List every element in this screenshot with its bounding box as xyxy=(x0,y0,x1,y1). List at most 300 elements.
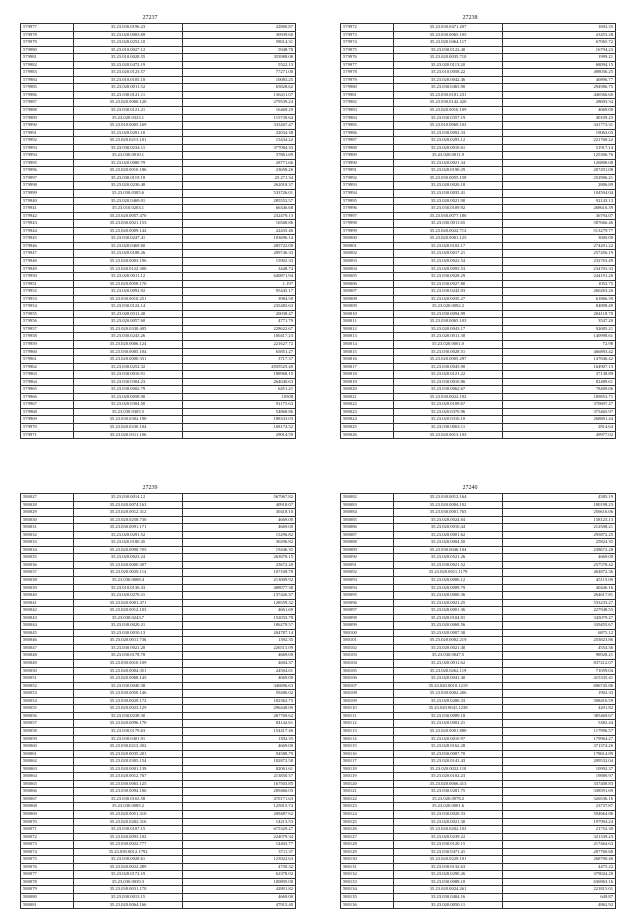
cadastral-number-cell: 35.23.020.0011.1179 xyxy=(394,569,503,577)
row-id-cell: 580044 xyxy=(21,622,74,630)
value-cell: 188968.15 xyxy=(183,371,296,379)
row-id-cell: 580062 xyxy=(21,758,74,766)
row-id-cell: 580117 xyxy=(341,758,394,766)
row-id-cell: 579975 xyxy=(341,46,394,54)
row-id-cell: 579994 xyxy=(21,152,74,160)
row-id-cell: 580110 xyxy=(341,705,394,713)
value-cell: 636963.16 xyxy=(503,878,616,886)
value-cell: 16568.86 xyxy=(183,220,296,228)
row-id-cell: 580056 xyxy=(21,712,74,720)
table-row xyxy=(21,167,296,175)
value-cell: 4669.00 xyxy=(183,524,296,532)
row-id-cell: 579949 xyxy=(21,265,74,273)
cadastral-number-cell: 35.23.030.0122.40 xyxy=(394,46,503,54)
row-id-cell: 580034 xyxy=(21,546,74,554)
row-id-cell: 580060 xyxy=(21,743,74,751)
value-cell: 125815.74 xyxy=(183,803,296,811)
table-row xyxy=(341,114,616,122)
cadastral-number-cell: 35.23.030.0179.63 xyxy=(74,727,183,735)
value-cell: 379024.20 xyxy=(503,871,616,879)
value-cell: 213009.92 xyxy=(183,577,296,585)
row-id-cell: 580068 xyxy=(21,803,74,811)
value-cell: 3000.00 xyxy=(503,235,616,243)
table-row xyxy=(21,818,296,826)
table-row xyxy=(21,614,296,622)
value-cell: 341773.31 xyxy=(503,122,616,130)
panel-27239 xyxy=(20,484,293,909)
table-row xyxy=(341,712,616,720)
value-cell: 371374.26 xyxy=(503,743,616,751)
row-id-cell: 579953 xyxy=(21,295,74,303)
value-cell: 189853.71 xyxy=(503,393,616,401)
table-row xyxy=(341,788,616,796)
row-id-cell: 580026 xyxy=(341,431,394,439)
table-row xyxy=(341,190,616,198)
table-row xyxy=(341,727,616,735)
value-cell: 20038.47 xyxy=(183,310,296,318)
table-row xyxy=(341,39,616,47)
row-id-cell: 580023 xyxy=(341,408,394,416)
row-id-cell: 580032 xyxy=(21,531,74,539)
cadastral-number-cell: 35.23.020.0092.2 xyxy=(394,303,503,311)
row-id-cell: 580042 xyxy=(21,607,74,615)
table-row xyxy=(341,584,616,592)
value-cell: 4669.00 xyxy=(503,107,616,115)
cadastral-number-cell: 35.23.020.0023.24 xyxy=(74,554,183,562)
cadastral-number-cell: 35.23.020.0096.170 xyxy=(74,720,183,728)
table-row xyxy=(341,539,616,547)
table-row xyxy=(21,561,296,569)
value-cell: 128559.32 xyxy=(183,599,296,607)
cadastral-number-cell: 35.23.020.0043.17 xyxy=(394,325,503,333)
table-row xyxy=(21,54,296,62)
value-cell: 257456.19 xyxy=(503,250,616,258)
value-cell: 3448.74 xyxy=(183,265,296,273)
row-id-cell: 579941 xyxy=(21,205,74,213)
table-row xyxy=(21,856,296,864)
table-row xyxy=(21,750,296,758)
value-cell: 40896.77 xyxy=(503,76,616,84)
cadastral-number-cell: 35.23.020.0058.170 xyxy=(74,280,183,288)
cadastral-number-cell: 35.23.030.0107.15 xyxy=(74,826,183,834)
row-id-cell: 579967 xyxy=(21,401,74,409)
value-cell: 294986.75 xyxy=(503,84,616,92)
cadastral-number-cell: 35.23.020.0035.710 xyxy=(394,54,503,62)
cadastral-number-cell: 35.23.020.0258.730 xyxy=(74,516,183,524)
value-cell: 182362.73 xyxy=(183,697,296,705)
value-cell: 45115.00 xyxy=(503,577,616,585)
value-cell: 77271.00 xyxy=(183,69,296,77)
cadastral-number-cell: 35.23.020.0290.26 xyxy=(394,871,503,879)
row-id-cell: 579950 xyxy=(21,273,74,281)
cadastral-number-cell: 35.23.020.0011.9 xyxy=(394,152,503,160)
row-id-cell: 579943 xyxy=(21,220,74,228)
cadastral-number-cell: 35.23.030.0121.11 xyxy=(74,91,183,99)
value-cell: 23453.28 xyxy=(503,31,616,39)
cadastral-number-cell: 35.23.020.0002.21 xyxy=(394,720,503,728)
table-row xyxy=(21,137,296,145)
row-id-cell: 580045 xyxy=(21,629,74,637)
row-id-cell: 580009 xyxy=(341,303,394,311)
value-cell: 49977.02 xyxy=(503,431,616,439)
row-id-cell: 579946 xyxy=(21,242,74,250)
table-row xyxy=(341,280,616,288)
row-id-cell: 580078 xyxy=(21,878,74,886)
row-id-cell: 580011 xyxy=(341,318,394,326)
table-row xyxy=(21,197,296,205)
value-cell: 188333.03 xyxy=(183,416,296,424)
cadastral-number-cell: 35.23.010.0005.169 xyxy=(74,122,183,130)
cadastral-number-cell: 35.23.030.0011.65 xyxy=(394,220,503,228)
row-id-cell: 580108 xyxy=(341,690,394,698)
table-row xyxy=(341,637,616,645)
row-id-cell: 579992 xyxy=(341,174,394,182)
row-id-cell: 580025 xyxy=(341,423,394,431)
cadastral-number-cell: 35.23.030.0065.105 xyxy=(394,31,503,39)
cadastral-number-cell: 35.23.030.0045.90 xyxy=(394,363,503,371)
table-row xyxy=(21,205,296,213)
panel-27238 xyxy=(340,14,613,439)
row-id-cell: 579977 xyxy=(21,24,74,32)
row-id-cell: 579944 xyxy=(21,227,74,235)
row-id-cell: 579978 xyxy=(21,31,74,39)
row-id-cell: 580019 xyxy=(341,378,394,386)
table-row xyxy=(21,773,296,781)
value-cell: 47915.40 xyxy=(183,901,296,909)
row-id-cell: 580084 xyxy=(341,509,394,517)
cadastral-number-cell: 35.23.030.0252.32 xyxy=(74,363,183,371)
value-cell: 125306.76 xyxy=(503,152,616,160)
table-row xyxy=(21,182,296,190)
row-id-cell: 580055 xyxy=(21,705,74,713)
table-row xyxy=(21,61,296,69)
value-cell: 5522.13 xyxy=(183,61,296,69)
table-row xyxy=(21,212,296,220)
value-cell: 446566.60 xyxy=(503,91,616,99)
cadastral-number-cell: 35.23.010.0136.33 xyxy=(74,584,183,592)
table-row xyxy=(21,765,296,773)
row-id-cell: 580054 xyxy=(21,697,74,705)
row-id-cell: 579968 xyxy=(21,408,74,416)
value-cell: 4604.37 xyxy=(183,660,296,668)
cadastral-number-cell: 35.23.030.0357.19 xyxy=(394,114,503,122)
cadastral-number-cell: 35.23.020.0002.219 xyxy=(394,637,503,645)
value-cell: 23737.87 xyxy=(503,803,616,811)
table-row xyxy=(341,144,616,152)
cadastral-number-cell: 35.23.010.0069.103 xyxy=(394,122,503,130)
row-id-cell: 580006 xyxy=(341,280,394,288)
row-id-cell: 580102 xyxy=(341,644,394,652)
table-row xyxy=(21,99,296,107)
table-row xyxy=(21,107,296,115)
table-row xyxy=(341,54,616,62)
value-cell: 649.87 xyxy=(503,893,616,901)
panel-title: 27238 xyxy=(462,15,478,21)
row-id-cell: 580121 xyxy=(341,788,394,796)
table-row xyxy=(21,393,296,401)
row-id-cell: 579979 xyxy=(341,76,394,84)
table-row xyxy=(21,871,296,879)
table-row xyxy=(21,235,296,243)
value-cell: 285552.57 xyxy=(183,197,296,205)
row-id-cell: 580098 xyxy=(341,614,394,622)
cadastral-number-cell: 35.23.030.0243.7 xyxy=(74,614,183,622)
table-row xyxy=(21,607,296,615)
table-row xyxy=(21,76,296,84)
cadastral-number-cell: 35.23.020.0011.52 xyxy=(74,84,183,92)
table-row xyxy=(21,675,296,683)
table-row xyxy=(341,401,616,409)
row-id-cell: 580030 xyxy=(21,516,74,524)
row-id-cell: 580082 xyxy=(341,494,394,502)
table-row xyxy=(21,401,296,409)
table-row xyxy=(341,561,616,569)
table-row xyxy=(21,91,296,99)
cadastral-number-cell: 35.23.020.0469.01 xyxy=(74,197,183,205)
cadastral-number-cell: 35.23.030.0063.11 xyxy=(394,423,503,431)
row-id-cell: 579974 xyxy=(341,39,394,47)
table-row xyxy=(341,501,616,509)
cadastral-number-cell: 35.23.030.0002.79 xyxy=(74,386,183,394)
table-row xyxy=(341,31,616,39)
cadastral-number-cell: 35.23.020.0102.23 xyxy=(394,773,503,781)
row-id-cell: 580052 xyxy=(21,682,74,690)
row-id-cell: 580047 xyxy=(21,644,74,652)
value-cell: 260263.26 xyxy=(503,288,616,296)
row-id-cell: 579993 xyxy=(341,182,394,190)
row-id-cell: 580134 xyxy=(341,886,394,894)
table-row xyxy=(21,803,296,811)
table-row xyxy=(341,76,616,84)
value-cell: 37861.69 xyxy=(183,152,296,160)
value-cell: 28693.34 xyxy=(503,99,616,107)
value-cell: 264040.63 xyxy=(183,378,296,386)
cadastral-number-cell: 35.23.030.0001.765 xyxy=(394,509,503,517)
panel-title: 27240 xyxy=(462,485,478,491)
value-cell: 1.197 xyxy=(183,280,296,288)
table-row xyxy=(21,348,296,356)
row-id-cell: 580119 xyxy=(341,773,394,781)
value-cell: 221768.22 xyxy=(503,137,616,145)
row-id-cell: 580126 xyxy=(341,826,394,834)
value-cell: 117996.57 xyxy=(503,727,616,735)
table-row xyxy=(21,780,296,788)
value-cell: 98928.21 xyxy=(503,652,616,660)
table-row xyxy=(21,31,296,39)
row-id-cell: 580036 xyxy=(21,561,74,569)
value-cell: 338591.69 xyxy=(503,788,616,796)
value-cell: 158123.13 xyxy=(503,516,616,524)
cadastral-number-cell: 35.23.030.0120.15 xyxy=(394,841,503,849)
row-id-cell: 580061 xyxy=(21,750,74,758)
table-row xyxy=(21,622,296,630)
cadastral-number-cell: 35.23.020.0202.103 xyxy=(394,826,503,834)
cadastral-number-cell: 35.23.030.0404.16 xyxy=(394,893,503,901)
row-id-cell: 580065 xyxy=(21,780,74,788)
cadastral-number-cell: 35.23.020.0270.31 xyxy=(74,592,183,600)
value-cell: 178614.89 xyxy=(503,750,616,758)
value-cell: 228622.67 xyxy=(183,325,296,333)
table-row xyxy=(21,386,296,394)
table-row xyxy=(341,220,616,228)
row-id-cell: 580105 xyxy=(341,667,394,675)
table-row xyxy=(341,720,616,728)
cadastral-number-cell: 35.23.020.0021.90 xyxy=(394,197,503,205)
value-cell: 104594.04 xyxy=(503,190,616,198)
cadastral-number-cell: 35.23.030.0008.4 xyxy=(74,577,183,585)
value-cell: 513279.77 xyxy=(503,227,616,235)
row-id-cell: 579962 xyxy=(21,363,74,371)
table-row xyxy=(341,750,616,758)
cadastral-number-cell: 35.23.020.0012.103 xyxy=(74,607,183,615)
value-cell: 234703.33 xyxy=(503,265,616,273)
cadastral-number-cell: 35.23.030.0471.207 xyxy=(394,24,503,32)
table-row xyxy=(21,690,296,698)
cadastral-number-cell: 35.23.020.0041.40 xyxy=(394,675,503,683)
value-cell: 82489.61 xyxy=(503,378,616,386)
row-id-cell: 580113 xyxy=(341,727,394,735)
value-cell: 71059.04 xyxy=(503,667,616,675)
value-cell: 263878.15 xyxy=(183,554,296,562)
row-id-cell: 580077 xyxy=(21,871,74,879)
table-row xyxy=(341,167,616,175)
value-cell: 415335.41 xyxy=(503,675,616,683)
table-row xyxy=(341,84,616,92)
value-cell: 256616.06 xyxy=(503,509,616,517)
value-cell: 640871.94 xyxy=(183,273,296,281)
value-cell: 25824.35 xyxy=(503,539,616,547)
cadastral-number-cell: 35.23.020.0010.61 xyxy=(394,144,503,152)
value-cell: 19446.35 xyxy=(183,546,296,554)
cadastral-number-cell: 35.23.020.0012.767 xyxy=(74,773,183,781)
cadastral-number-cell: 35.23.030.0065.103 xyxy=(394,318,503,326)
value-cell: 3547.20 xyxy=(503,318,616,326)
row-id-cell: 579945 xyxy=(21,235,74,243)
row-id-cell: 580109 xyxy=(341,697,394,705)
table-row xyxy=(21,660,296,668)
cadastral-number-cell: 35.23.020.0006.12 xyxy=(394,577,503,585)
value-cell: 94588.79 xyxy=(183,750,296,758)
cadastral-number-cell: 35.23.020.0004.102 xyxy=(394,501,503,509)
row-id-cell: 580070 xyxy=(21,818,74,826)
table-row xyxy=(341,780,616,788)
table-row xyxy=(341,682,616,690)
value-cell: 533726.01 xyxy=(183,190,296,198)
table-row xyxy=(341,810,616,818)
value-cell: 235483.63 xyxy=(183,303,296,311)
value-cell: 100417.23 xyxy=(183,333,296,341)
value-cell: 21752.30 xyxy=(503,826,616,834)
cadastral-number-cell: 35.23.030.0091.171 xyxy=(74,524,183,532)
cadastral-number-cell: 35.23.020.0006.124 xyxy=(74,340,183,348)
row-id-cell: 579999 xyxy=(21,190,74,198)
row-id-cell: 579998 xyxy=(21,182,74,190)
table-row xyxy=(341,871,616,879)
table-row xyxy=(341,303,616,311)
value-cell: 6451.21 xyxy=(183,386,296,394)
cadastral-number-cell: 35.23.020.0000.307 xyxy=(74,561,183,569)
value-cell: 147846.42 xyxy=(503,356,616,364)
cadastral-number-cell: 35.23.020.0001.880 xyxy=(394,727,503,735)
cadastral-number-cell: 35.23.030.0089.2 xyxy=(74,803,183,811)
value-cell: 68094.15 xyxy=(503,61,616,69)
value-cell: 84142.61 xyxy=(183,720,296,728)
cadastral-number-cell: 35.23.020.0024.261 xyxy=(394,886,503,894)
row-id-cell: 580085 xyxy=(341,516,394,524)
cadastral-number-cell: 35.23.020.0521.26 xyxy=(394,554,503,562)
table-row xyxy=(341,24,616,32)
cadastral-number-cell: 35.23.020.0020.18 xyxy=(394,182,503,190)
row-id-cell: 580125 xyxy=(341,818,394,826)
table-row xyxy=(341,235,616,243)
row-id-cell: 580130 xyxy=(341,856,394,864)
value-cell: 15902.33 xyxy=(183,257,296,265)
table-row xyxy=(21,539,296,547)
value-cell: 123922.63 xyxy=(183,856,296,864)
row-id-cell: 579984 xyxy=(21,76,74,84)
table-row xyxy=(341,182,616,190)
table-row xyxy=(341,122,616,130)
cadastral-number-cell: 35.23.030.0234.11 xyxy=(74,144,183,152)
value-cell: 209466.03 xyxy=(183,788,296,796)
table-row xyxy=(21,712,296,720)
value-cell: 4862.92 xyxy=(503,901,616,909)
value-cell: 137426.37 xyxy=(183,592,296,600)
row-id-cell: 580031 xyxy=(21,524,74,532)
cadastral-number-cell: 35.23.030.0471.41 xyxy=(394,848,503,856)
value-cell: 204787.14 xyxy=(183,629,296,637)
cadastral-number-cell: 35.23.030.0401.91 xyxy=(74,735,183,743)
table-row xyxy=(341,159,616,167)
table-row xyxy=(341,416,616,424)
table-row xyxy=(341,137,616,145)
value-cell: 675329.27 xyxy=(183,826,296,834)
row-id-cell: 580015 xyxy=(341,348,394,356)
cadastral-number-cell: 35.23.030.0010.109 xyxy=(74,660,183,668)
table-row xyxy=(341,152,616,160)
table-row xyxy=(341,893,616,901)
cadastral-number-cell: 35.23.030.0014.12 xyxy=(74,494,183,502)
value-cell: 186279.57 xyxy=(183,622,296,630)
table-row xyxy=(341,378,616,386)
cadastral-number-cell: 35.23.030.0010.251 xyxy=(74,295,183,303)
table-row xyxy=(341,878,616,886)
value-cell: 4554.36 xyxy=(503,644,616,652)
row-id-cell: 580029 xyxy=(21,509,74,517)
value-cell: 533233.27 xyxy=(503,599,616,607)
cadastral-number-cell: 35.23.030.0062.67 xyxy=(394,386,503,394)
table-row xyxy=(21,220,296,228)
value-cell: 209487.62 xyxy=(183,810,296,818)
row-id-cell: 579960 xyxy=(21,348,74,356)
value-cell: 180198.23 xyxy=(503,501,616,509)
value-cell: 164907.13 xyxy=(503,363,616,371)
row-id-cell: 579996 xyxy=(341,205,394,213)
row-id-cell: 579995 xyxy=(21,159,74,167)
value-cell: 295872.25 xyxy=(503,531,616,539)
table-row xyxy=(341,494,616,502)
cadastral-number-cell: 35.23.020.0020.114 xyxy=(74,569,183,577)
cadastral-number-cell: 35.23.020.0239.22 xyxy=(394,833,503,841)
cadastral-number-cell: 35.23.020.0035.27 xyxy=(394,295,503,303)
value-cell: 252906.21 xyxy=(503,174,616,182)
table-row xyxy=(21,810,296,818)
row-id-cell: 579951 xyxy=(21,280,74,288)
row-id-cell: 580073 xyxy=(21,841,74,849)
value-cell: 221627.72 xyxy=(183,340,296,348)
value-cell: 19063.03 xyxy=(503,129,616,137)
row-id-cell: 579980 xyxy=(341,84,394,92)
